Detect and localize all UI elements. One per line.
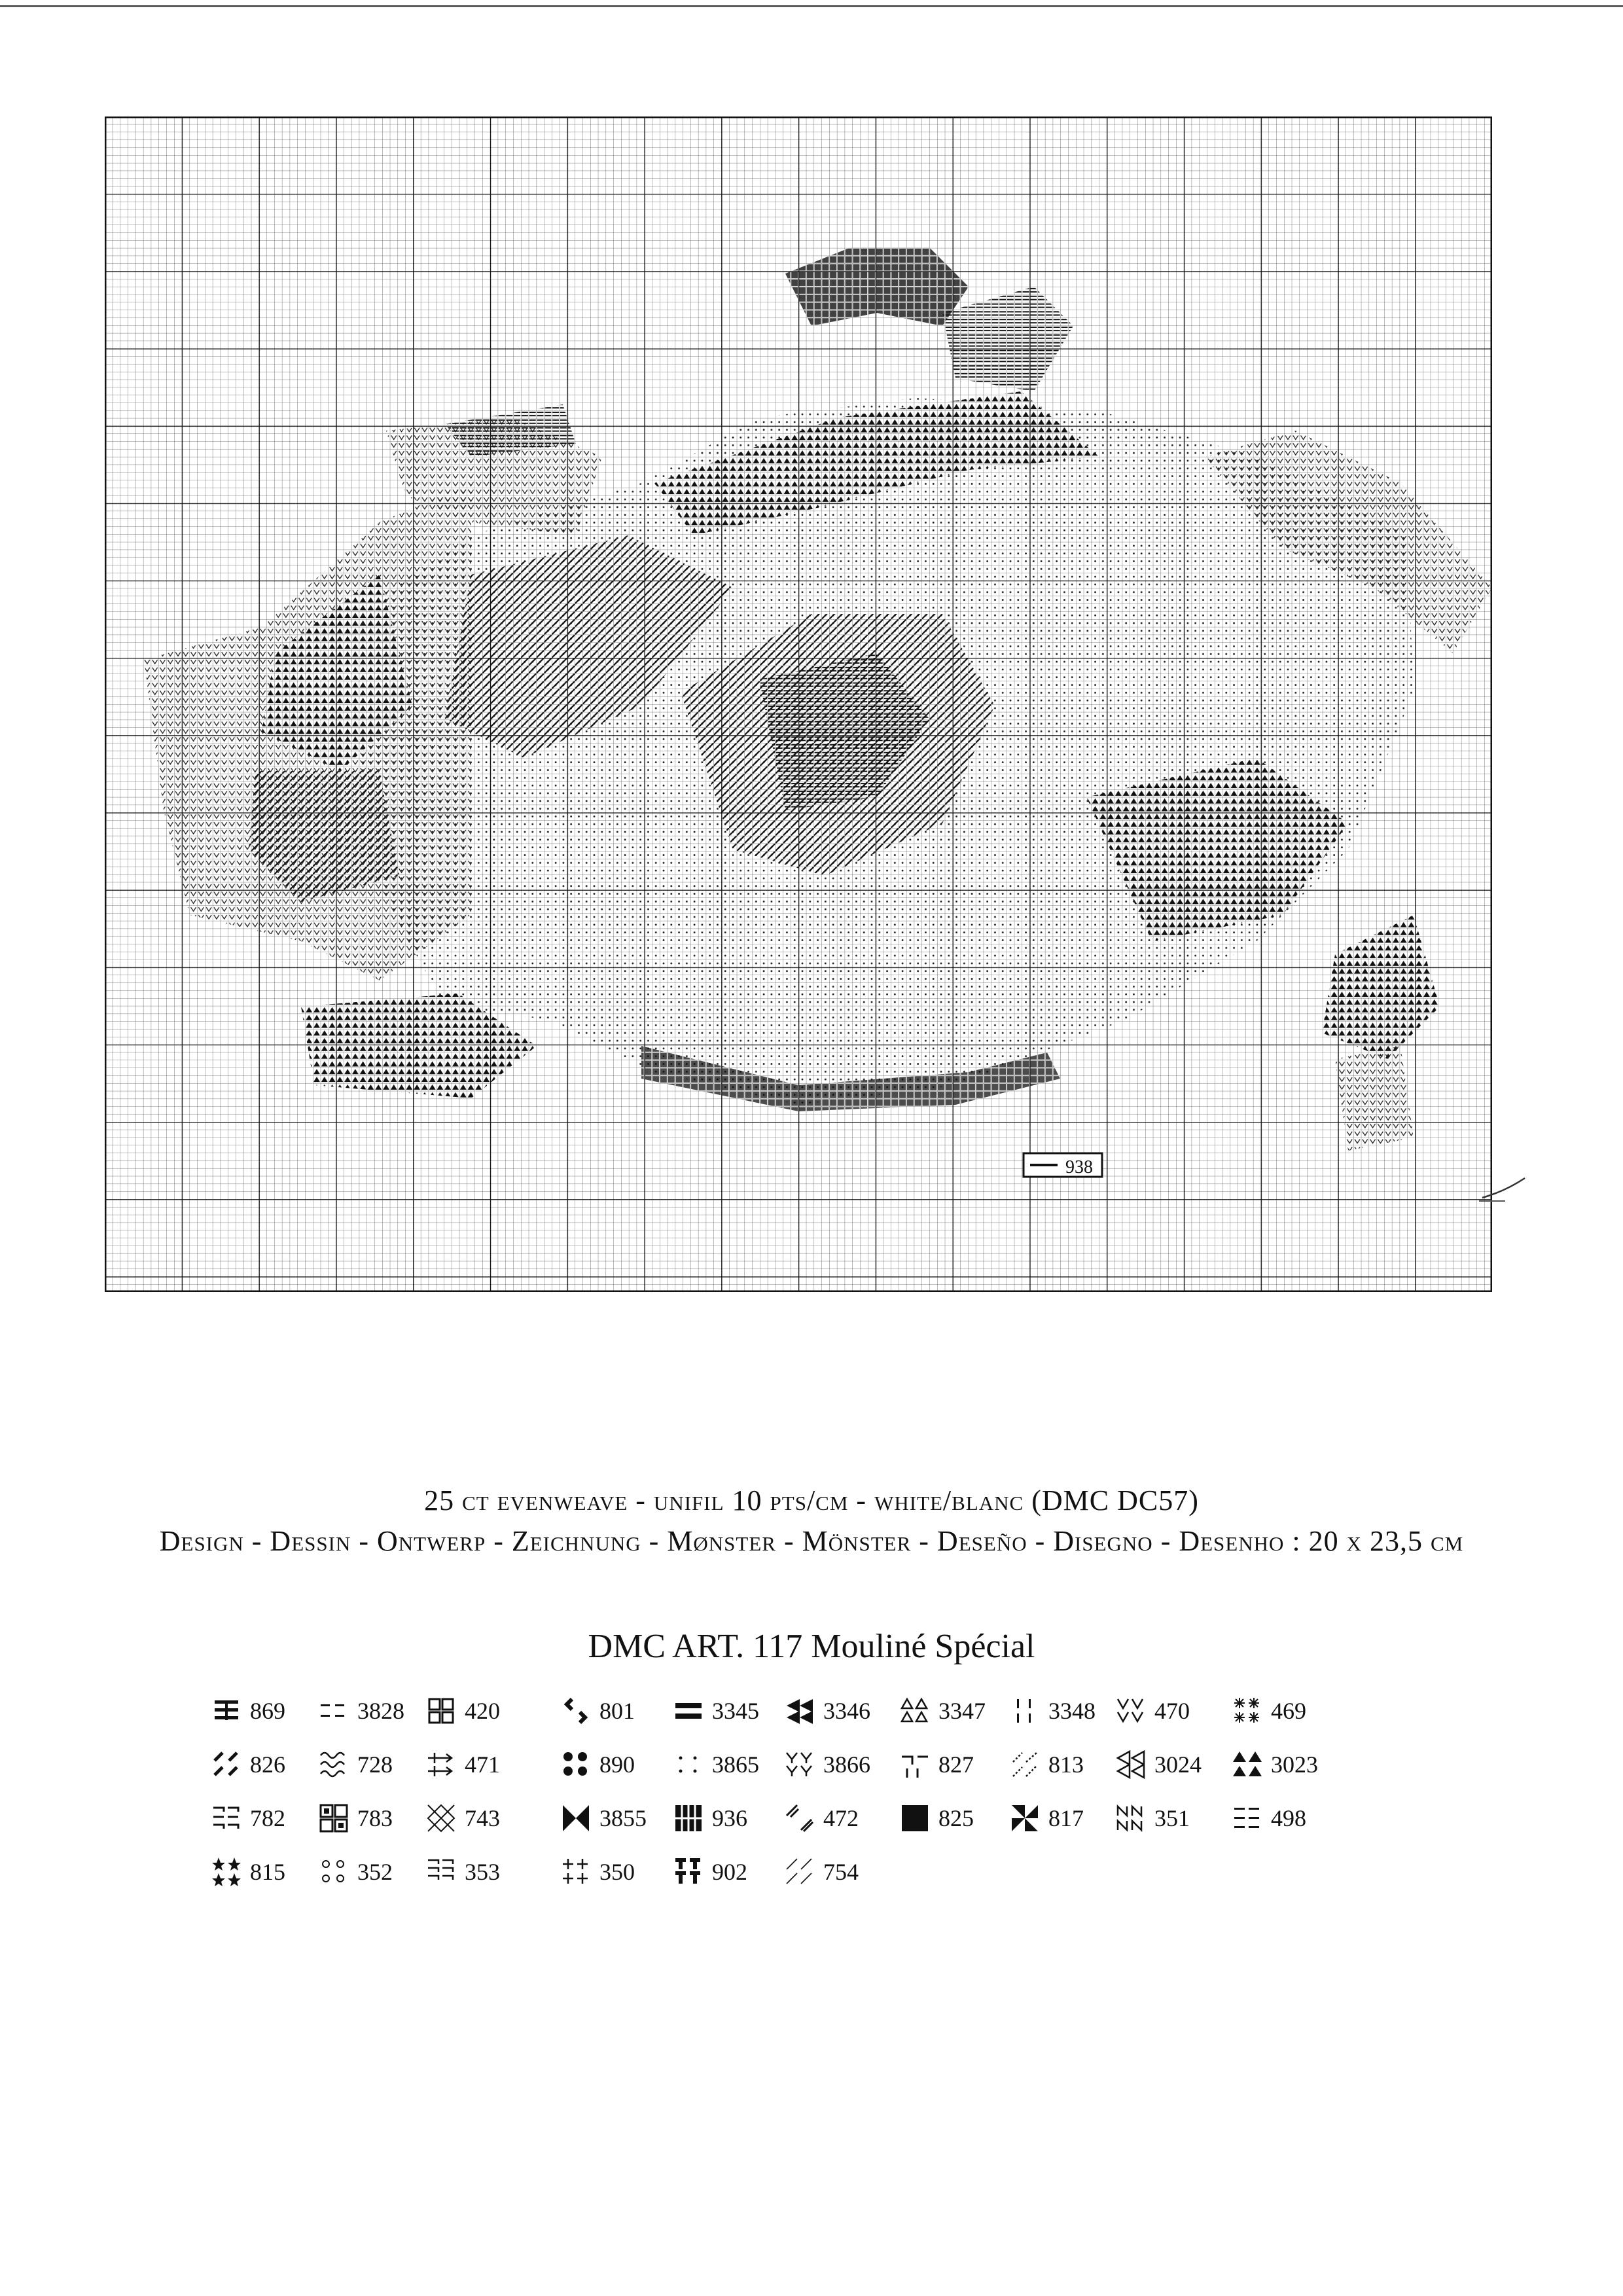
legend-key-3348 — [1009, 1690, 1096, 1732]
legend-key-783 — [318, 1797, 393, 1839]
cross-stitch-chart — [105, 117, 1492, 1292]
dashed-lines-icon — [318, 1695, 349, 1727]
legend-key-817 — [1009, 1797, 1084, 1839]
legend-code: 420 — [465, 1698, 500, 1724]
legend-code: 869 — [250, 1698, 285, 1724]
legend-code: 813 — [1048, 1751, 1084, 1778]
color-callout — [1024, 1153, 1102, 1177]
legend-code: 827 — [938, 1751, 974, 1778]
small-dots-icon — [673, 1749, 704, 1780]
legend-code: 815 — [250, 1859, 285, 1885]
y-marks-icon — [784, 1749, 815, 1780]
legend-code: 470 — [1154, 1698, 1190, 1724]
double-left-triangle-icon — [784, 1695, 815, 1727]
legend-key-3828 — [318, 1690, 404, 1732]
legend-code: 351 — [1154, 1805, 1190, 1831]
legend-code: 3024 — [1154, 1751, 1202, 1778]
dotted-slash-icon — [1009, 1749, 1041, 1780]
bowtie-icon — [560, 1803, 592, 1834]
legend-key-813 — [1009, 1744, 1084, 1785]
legend-code: 754 — [823, 1859, 859, 1885]
legend-key-470 — [1115, 1690, 1190, 1732]
legend-key-801 — [560, 1690, 635, 1732]
triple-bars-icon — [1232, 1803, 1263, 1834]
diagonal-marks-icon — [211, 1749, 242, 1780]
legend-code: 3023 — [1271, 1751, 1318, 1778]
legend-key-350 — [560, 1851, 635, 1893]
legend-code: 817 — [1048, 1805, 1084, 1831]
legend-code: 3347 — [938, 1698, 986, 1724]
legend-code: 469 — [1271, 1698, 1306, 1724]
asterisks-icon — [1232, 1695, 1263, 1727]
solid-triangles-icon — [1232, 1749, 1263, 1780]
legend-key-869 — [211, 1690, 285, 1732]
legend-key-728 — [318, 1744, 393, 1785]
legend-code: 743 — [465, 1805, 500, 1831]
legend-code: 890 — [599, 1751, 635, 1778]
legend-key-827 — [899, 1744, 974, 1785]
legend-key-472 — [784, 1797, 859, 1839]
open-left-triangles-icon — [1115, 1749, 1147, 1780]
open-triangles-icon — [899, 1695, 931, 1727]
legend-code: 350 — [599, 1859, 635, 1885]
chart-grid — [105, 117, 1492, 1292]
legend-key-754 — [784, 1851, 859, 1893]
legend-code: 3865 — [712, 1751, 759, 1778]
legend-key-782 — [211, 1797, 285, 1839]
plus-marks-icon — [560, 1856, 592, 1888]
legend-key-3024 — [1115, 1744, 1202, 1785]
thin-slashes-icon — [784, 1856, 815, 1888]
arrows-icon — [425, 1749, 457, 1780]
legend-code: 498 — [1271, 1805, 1306, 1831]
legend-key-825 — [899, 1797, 974, 1839]
hook-bars-icon — [211, 1803, 242, 1834]
thread-legend — [211, 1690, 1428, 1926]
legend-key-3855 — [560, 1797, 647, 1839]
legend-code: 472 — [823, 1805, 859, 1831]
legend-code: 782 — [250, 1805, 285, 1831]
checkered-boxes-icon — [318, 1803, 349, 1834]
ladder-bars-icon — [211, 1695, 242, 1727]
fabric-line: 25 ct evenweave - unifil 10 pts/cm - white/blanc (DMC DC57) — [424, 1484, 1199, 1516]
slash-pairs-icon — [784, 1803, 815, 1834]
legend-key-498 — [1232, 1797, 1306, 1839]
legend-key-471 — [425, 1744, 500, 1785]
legend-code: 783 — [357, 1805, 393, 1831]
legend-key-3023 — [1232, 1744, 1318, 1785]
coarse-grid — [105, 117, 1492, 1292]
legend-code: 352 — [357, 1859, 393, 1885]
legend-title: DMC ART. 117 Mouliné Spécial — [588, 1628, 1035, 1665]
legend-key-353 — [425, 1851, 500, 1893]
design-size-line: Design - Dessin - Ontwerp - Zeichnung - Mønster - Mönster - Deseño - Disegno - Desenho : 20 x 23,5 cm — [159, 1525, 1464, 1557]
callout-label: 938 — [1065, 1157, 1093, 1177]
legend-code: 728 — [357, 1751, 393, 1778]
wavy-lines-icon — [318, 1749, 349, 1780]
legend-code: 902 — [712, 1859, 747, 1885]
legend-key-743 — [425, 1797, 500, 1839]
corner-mark — [1479, 1172, 1531, 1211]
grid-block-icon — [673, 1803, 704, 1834]
t-marks-icon — [673, 1856, 704, 1888]
legend-key-815 — [211, 1851, 285, 1893]
legend-code: 3348 — [1048, 1698, 1096, 1724]
double-bar-icon — [673, 1695, 704, 1727]
legend-key-890 — [560, 1744, 635, 1785]
legend-code: 3345 — [712, 1698, 759, 1724]
legend-key-3346 — [784, 1690, 870, 1732]
legend-code: 3346 — [823, 1698, 870, 1724]
cross-diamond-icon — [425, 1803, 457, 1834]
corner-hooks-icon — [899, 1749, 931, 1780]
four-dots-icon — [560, 1749, 592, 1780]
stars-icon — [211, 1856, 242, 1888]
legend-code: 936 — [712, 1805, 747, 1831]
fabric-info — [0, 1480, 1623, 1562]
brackets-icon — [560, 1695, 592, 1727]
legend-key-3345 — [673, 1690, 759, 1732]
legend-code: 3855 — [599, 1805, 647, 1831]
double-v-icon — [1115, 1695, 1147, 1727]
legend-key-826 — [211, 1744, 285, 1785]
rings-icon — [318, 1856, 349, 1888]
legend-code: 826 — [250, 1751, 285, 1778]
legend-code: 471 — [465, 1751, 500, 1778]
legend-key-351 — [1115, 1797, 1190, 1839]
legend-key-352 — [318, 1851, 393, 1893]
stacked-hooks-icon — [425, 1856, 457, 1888]
legend-key-902 — [673, 1851, 747, 1893]
vertical-ticks-icon — [1009, 1695, 1041, 1727]
pinwheel-icon — [1009, 1803, 1041, 1834]
legend-key-420 — [425, 1690, 500, 1732]
legend-key-3866 — [784, 1744, 870, 1785]
legend-code: 825 — [938, 1805, 974, 1831]
legend-code: 3828 — [357, 1698, 404, 1724]
legend-key-3347 — [899, 1690, 986, 1732]
solid-square-icon — [899, 1803, 931, 1834]
legend-code: 801 — [599, 1698, 635, 1724]
legend-key-3865 — [673, 1744, 759, 1785]
legend-key-469 — [1232, 1690, 1306, 1732]
legend-code: 3866 — [823, 1751, 870, 1778]
legend-key-936 — [673, 1797, 747, 1839]
n-marks-icon — [1115, 1803, 1147, 1834]
open-boxes-icon — [425, 1695, 457, 1727]
legend-code: 353 — [465, 1859, 500, 1885]
top-rule — [0, 5, 1623, 7]
